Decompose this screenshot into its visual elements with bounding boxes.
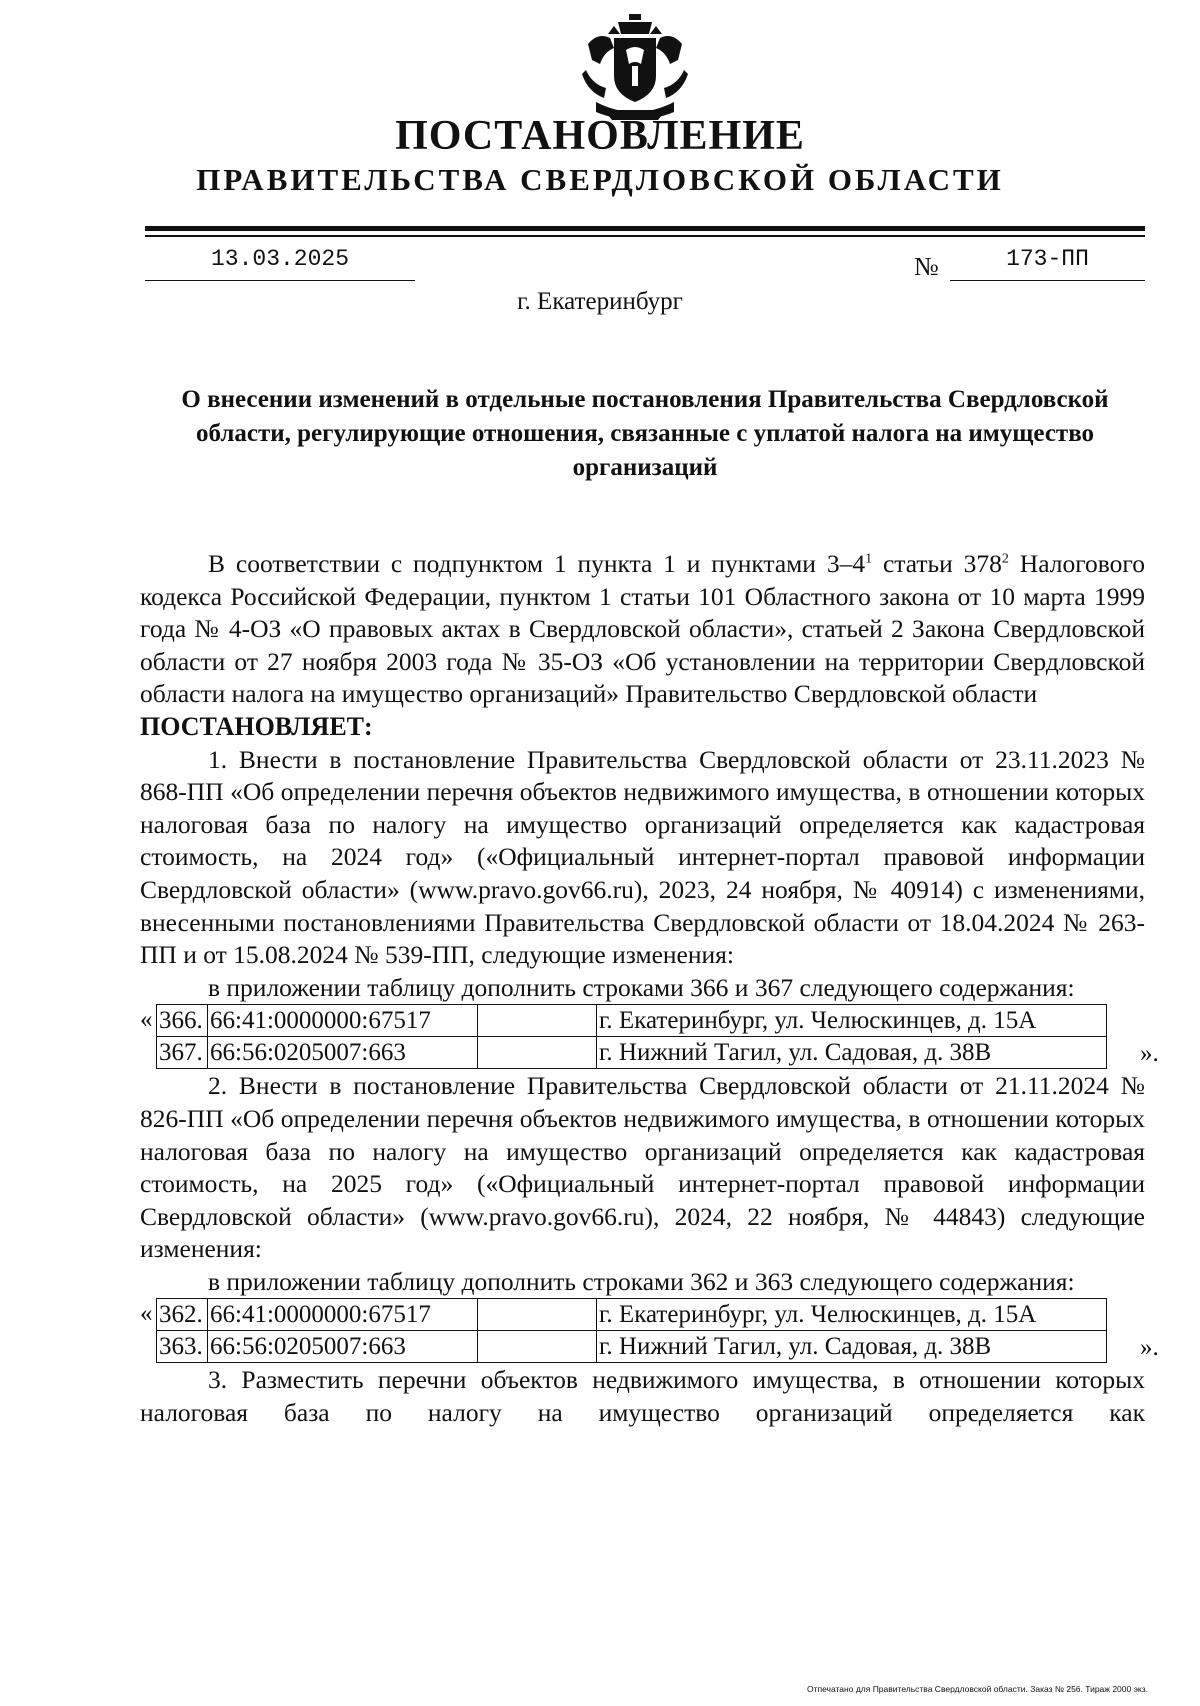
close-quote: ». xyxy=(1140,1334,1159,1362)
number-sign: № xyxy=(914,252,939,281)
open-quote: « xyxy=(140,1300,153,1328)
row-number: 362. xyxy=(157,1299,208,1331)
document-subject: О внесении изменений в отдельные постановления Правительства Свердловской области, регулирующие отношения, связанные с уплатой налога на имущество организаций xyxy=(181,386,1109,481)
empty-cell xyxy=(478,1299,597,1331)
document-type-title: ПОСТАНОВЛЕНИЕ xyxy=(395,113,805,159)
row-number: 367. xyxy=(157,1037,208,1069)
preamble-paragraph xyxy=(140,548,1145,711)
preamble-text-3: Налогового кодекса Российской Федерации, пунктом 1 статьи 101 Областного закона от 10 марта 1999 года № 4-ОЗ «О правовых актах в Свердловской области», статьей 2 Закона Свердловской области от 27 ноября 2003 года № 35-ОЗ «Об установлении на территории Свердловской области налога на имущество организаций» Правительство Свердловской области xyxy=(140,549,1145,709)
empty-cell xyxy=(478,1005,597,1037)
empty-cell xyxy=(478,1331,597,1363)
preamble-sup-1: 1 xyxy=(865,551,873,567)
document-body xyxy=(140,548,1159,1430)
item-2-table xyxy=(156,1298,1107,1363)
table-row xyxy=(157,1331,1107,1363)
preamble-sup-2: 2 xyxy=(1001,551,1009,567)
item-2-subparagraph: в приложении таблицу дополнить строками 362 и 363 следующего содержания: xyxy=(208,1266,1075,1296)
open-quote: « xyxy=(140,1006,153,1034)
cadastral-number: 66:41:0000000:67517 xyxy=(208,1299,478,1331)
item-2-paragraph: 2. Внести в постановление Правительства Свердловской области от 21.11.2024 № 826-ПП «Об определении перечня объектов недвижимого имущества, в отношении которых налоговая база по налогу на имущество организаций определяется как кадастровая стоимость, на 2025 год» («Официальный интернет-портал правовой информации Свердловской области» (www.pravo.gov66.ru), 2024, 22 ноября, № 44843) следующие изменения: xyxy=(140,1071,1145,1264)
item-1-table xyxy=(156,1004,1107,1069)
item-1-paragraph: 1. Внести в постановление Правительства Свердловской области от 23.11.2023 № 868-ПП «Об определении перечня объектов недвижимого имущества, в отношении которых налоговая база по налогу на имущество организаций определяется как кадастровая стоимость, на 2024 год» («Официальный интернет-портал правовой информации Свердловской области» (www.pravo.gov66.ru), 2023, 24 ноября, № 40914) с изменениями, внесенными постановлениями Правительства Свердловской области от 18.04.2024 № 263-ПП и от 15.08.2024 № 539-ПП, следующие изменения: xyxy=(140,744,1145,970)
item-3-paragraph: 3. Разместить перечни объектов недвижимого имущества, в отношении которых налоговая база по налогу на имущество организаций определяется как xyxy=(140,1365,1145,1428)
item-1-subparagraph: в приложении таблицу дополнить строками 366 и 367 следующего содержания: xyxy=(208,972,1075,1002)
item-2-table-block xyxy=(140,1298,1159,1364)
cadastral-number: 66:56:0205007:663 xyxy=(208,1037,478,1069)
empty-cell xyxy=(478,1037,597,1069)
print-footer: Отпечатано для Правительства Свердловской области. Заказ № 256. Тираж 2000 экз. xyxy=(806,1684,1148,1694)
decree-word: ПОСТАНОВЛЯЕТ: xyxy=(140,711,373,741)
coat-of-arms-icon xyxy=(578,14,692,122)
document-city: г. Екатеринбург xyxy=(517,288,683,315)
cadastral-number: 66:41:0000000:67517 xyxy=(208,1005,478,1037)
cadastral-number: 66:56:0205007:663 xyxy=(208,1331,478,1363)
date-underline xyxy=(145,280,415,281)
address-cell: г. Екатеринбург, ул. Челюскинцев, д. 15А xyxy=(597,1005,1107,1037)
row-number: 363. xyxy=(157,1331,208,1363)
table-row xyxy=(157,1005,1107,1037)
number-underline xyxy=(950,280,1145,281)
close-quote: ». xyxy=(1140,1040,1159,1068)
header-rule-thick xyxy=(145,226,1145,231)
item-1-table-block xyxy=(140,1004,1159,1070)
preamble-text-1: В соответствии с подпунктом 1 пункта 1 и пунктами 3–4 xyxy=(208,549,866,578)
address-cell: г. Нижний Тагил, ул. Садовая, д. 38В xyxy=(597,1037,1107,1069)
address-cell: г. Екатеринбург, ул. Челюскинцев, д. 15А xyxy=(597,1299,1107,1331)
document-date: 13.03.2025 xyxy=(210,246,350,272)
table-row xyxy=(157,1037,1107,1069)
header-rule-thin xyxy=(145,235,1145,237)
issuer-title: ПРАВИТЕЛЬСТВА СВЕРДЛОВСКОЙ ОБЛАСТИ xyxy=(196,162,1004,197)
row-number: 366. xyxy=(157,1005,208,1037)
table-row xyxy=(157,1299,1107,1331)
address-cell: г. Нижний Тагил, ул. Садовая, д. 38В xyxy=(597,1331,1107,1363)
document-number: 173-ПП xyxy=(1006,246,1089,272)
preamble-text-2: статьи 378 xyxy=(872,549,1002,578)
